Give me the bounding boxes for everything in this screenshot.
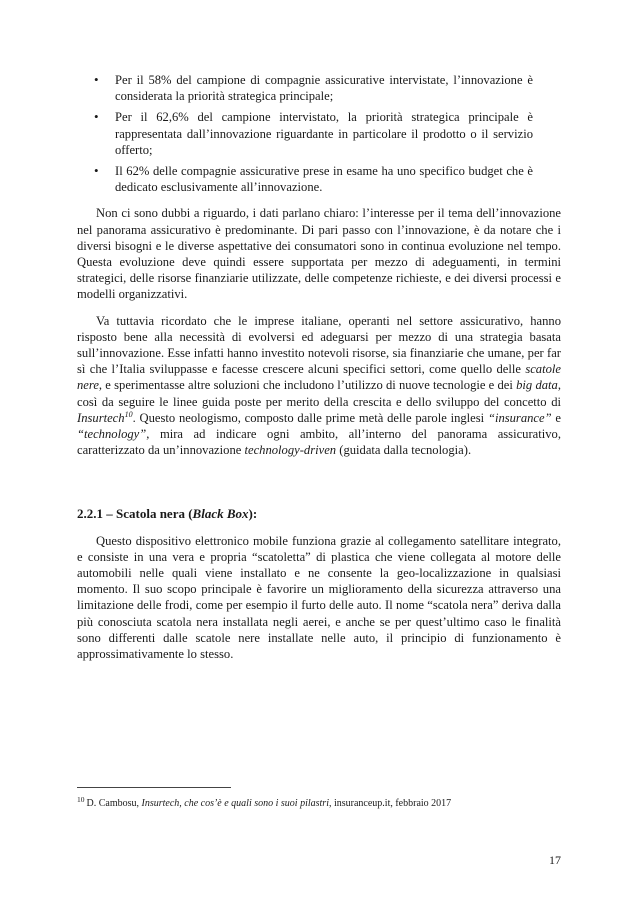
footnote — [77, 794, 561, 811]
paragraph — [77, 313, 561, 459]
text-run: (guidata dalla tecnologia). — [336, 443, 472, 458]
italic-term: scatole nere — [77, 362, 561, 393]
section-heading — [77, 506, 561, 522]
italic-term: “technology” — [77, 427, 147, 442]
text-run: , mira ad indicare ogni ambito, all’interno del panorama assicurativo, caratterizzato da un’innovazione — [77, 427, 561, 458]
text-run: , e sperimentasse altre soluzioni che includono l’utilizzo di nuove tecnologie e dei — [98, 378, 517, 393]
footnote-divider — [77, 787, 231, 788]
body-text — [77, 72, 561, 672]
paragraph: Questo dispositivo elettronico mobile funziona grazie al collegamento satellitare integrato, e consiste in una vera e propria “scatoletta” di plastica che viene collegata al motore delle automobili nelle quali viene installato e ne consente la geo-localizzazione in qualsiasi momento. Il suo scopo principale è favorire un miglioramento della sicurezza attraverso una limitazione delle frodi, come per esempio il furto delle auto. Il nome “scatola nera” deriva dalla più conosciuta scatola nera installata negli aerei, e anche se per quest’ultimo caso le finalità sono differenti dalle scatole nere installate nelle auto, il principio di funzionamento è approssimativamente lo stesso. — [77, 533, 561, 662]
paragraph: Non ci sono dubbi a riguardo, i dati parlano chiaro: l’interesse per il tema dell’innovazione nel panorama assicurativo è predominante. Di pari passo con l’innovazione, è da notare che i diversi bisogni e le diverse aspettative dei consumatori sono in continua evoluzione nel tempo. Questa evoluzione deve quindi essere supportata per mezzo di adeguamenti, in termini strategici, delle risorse finanziarie utilizzate, delle competenze richieste, e dei diversi processi e modelli organizzativi. — [77, 206, 561, 302]
italic-term: “insurance” — [487, 410, 552, 425]
heading-text: 2.2.1 – Scatola nera ( — [77, 506, 193, 522]
bullet-list — [77, 72, 561, 195]
text-run: e — [551, 410, 561, 425]
list-item: • Per il 62,6% del campione intervistato, la priorità strategica principale è rappresentata dall’innovazione riguardante in particolare il prodotto o il servizio offerto; — [77, 109, 561, 158]
italic-term: Insurtech — [77, 410, 125, 425]
footnote-author: D. Cambosu, — [86, 798, 142, 809]
list-item: • Il 62% delle compagnie assicurative prese in esame ha uno specifico budget che è dedicato esclusivamente all’innovazione. — [77, 163, 561, 195]
text-run: . Questo neologismo, composto dalle prime metà delle parole inglesi — [132, 410, 488, 425]
text-run: , così da seguire le linee guida poste per merito della crescita e dello sviluppo del concetto di — [77, 378, 561, 409]
footnote-source: , insuranceup.it, febbraio 2017 — [328, 798, 452, 809]
footnote-title: Insurtech, che cos’è e quali sono i suoi pilastri — [141, 798, 329, 809]
footnote-reference[interactable]: 10 — [124, 409, 133, 419]
italic-term: big data — [516, 378, 558, 393]
italic-term: technology-driven — [244, 443, 337, 458]
text-run: Va tuttavia ricordato che le imprese italiane, operanti nel settore assicurativo, hanno risposto bene alla necessità di evolversi ed adeguarsi per mezzo di una strategia basata sull’innovazione. Esse infatti hanno investito notevoli risorse, sia finanziarie che umane, per far sì che l’Italia sviluppasse e facesse crescere alcuni specifici settori, come quello delle — [77, 313, 561, 377]
heading-text: ): — [248, 506, 258, 522]
heading-italic: Black Box — [192, 506, 249, 522]
page-number: 17 — [549, 853, 561, 867]
list-item: • Per il 58% del campione di compagnie assicurative intervistate, l’innovazione è considerata la priorità strategica principale; — [77, 72, 561, 104]
footnote-number: 10 — [77, 794, 85, 804]
